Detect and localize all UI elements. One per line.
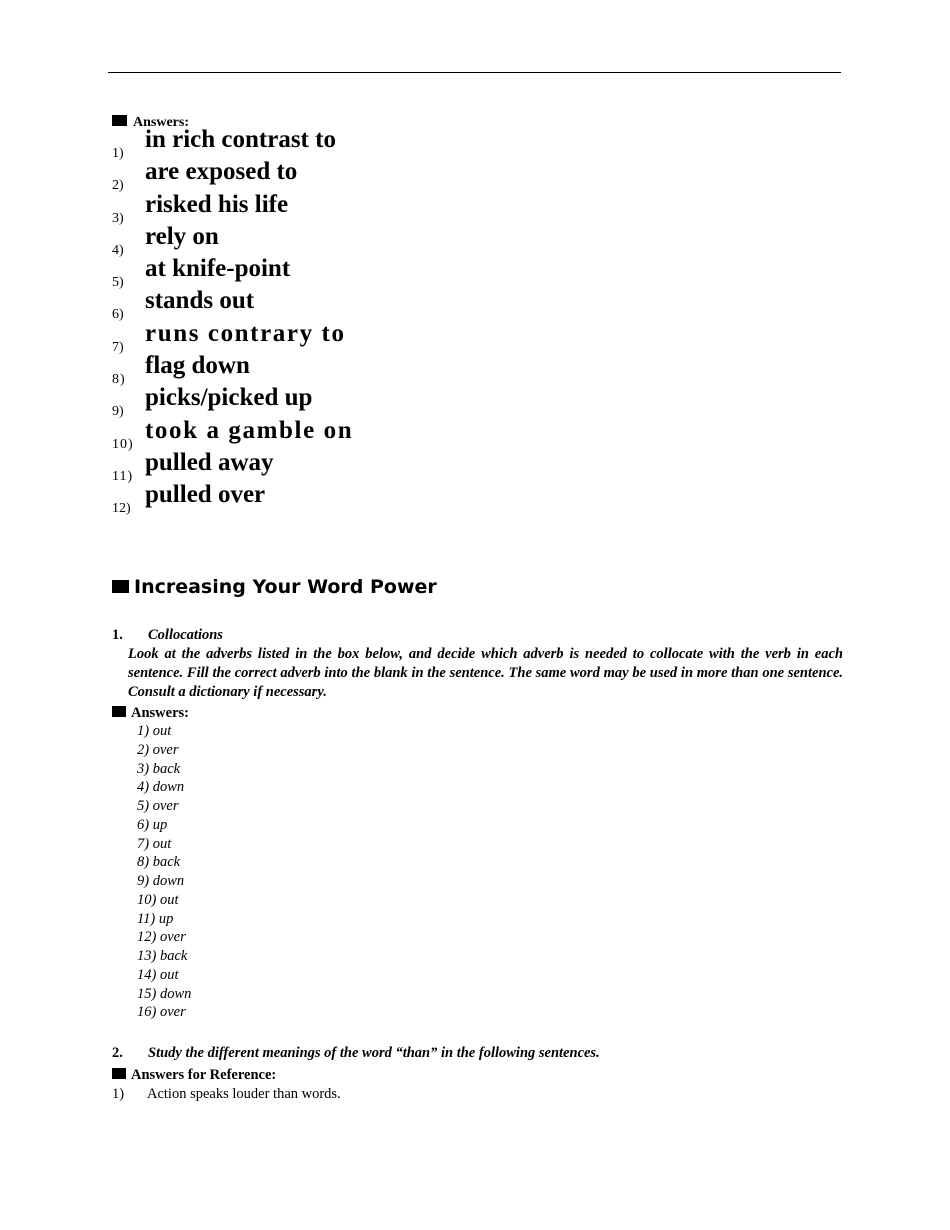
list-item: 3) back <box>137 760 181 777</box>
list-item: 16) over <box>137 1004 186 1021</box>
answer-text: risked his life <box>145 190 289 218</box>
answer-text: flag down <box>145 352 250 380</box>
list-item: 4) down <box>137 779 185 796</box>
section-title: Increasing Your Word Power <box>112 574 437 600</box>
answer-text: in rich contrast to <box>145 126 336 153</box>
list-item: 5) over <box>137 798 179 814</box>
square-bullet-icon <box>112 115 127 126</box>
answer-number: 4) <box>112 242 124 258</box>
exercise-1-answers-heading: Answers: <box>112 704 189 722</box>
answers-heading: Answers: <box>112 115 189 131</box>
square-bullet-icon <box>112 1068 126 1079</box>
list-item: 14) out <box>137 966 179 983</box>
square-bullet-icon <box>112 706 126 717</box>
list-item: 15) down <box>137 985 192 1002</box>
answer-text: pulled over <box>145 481 266 509</box>
list-item: 11) up <box>137 910 174 927</box>
reference-item: 1) Action speaks louder than words. <box>112 1086 341 1102</box>
answer-number: 11) <box>112 468 134 484</box>
exercise-1-heading: 1. Collocations <box>112 627 223 643</box>
answer-number: 2) <box>112 178 124 194</box>
answer-number: 12) <box>112 501 131 517</box>
answer-text: took a gamble on <box>145 416 354 444</box>
list-item: 2) over <box>137 741 179 758</box>
exercise-1-instruction: Look at the adverbs listed in the box below, and decide which adverb is needed to collocate with the verb in each sentence. Fill the correct adverb into the blank in the sentence. The same word may be used in more than one sentence. Consult a dictionary if necessary. <box>128 646 843 700</box>
answer-text: at knife-point <box>145 255 291 283</box>
list-item: 8) back <box>137 854 181 871</box>
answer-number: 7) <box>112 339 124 355</box>
list-item: 10) out <box>137 891 179 908</box>
answer-number: 3) <box>112 210 124 226</box>
collocation-answers-list <box>137 722 191 1022</box>
square-bullet-icon <box>112 580 129 593</box>
answer-number: 5) <box>112 275 124 291</box>
answer-text: pulled away <box>145 448 274 476</box>
answer-text: picks/picked up <box>145 384 313 412</box>
header-rule <box>108 72 841 73</box>
answer-number: 8) <box>112 372 126 388</box>
exercise-2-heading: 2. Study the different meanings of the word “than” in the following sentences. <box>112 1045 600 1061</box>
answer-number: 9) <box>112 404 124 420</box>
list-item: 12) over <box>137 929 186 946</box>
answer-text: stands out <box>145 287 255 315</box>
list-item: 1) out <box>137 723 172 739</box>
answer-text: runs contrary to <box>145 319 346 347</box>
exercise-2-reference-heading: Answers for Reference: <box>112 1066 276 1084</box>
list-item: 9) down <box>137 873 185 889</box>
answer-text: are exposed to <box>145 158 298 186</box>
answer-number: 1) <box>112 146 124 161</box>
list-item: 13) back <box>137 948 188 964</box>
list-item: 6) up <box>137 816 168 833</box>
answer-number: 10) <box>112 436 134 452</box>
list-item: 7) out <box>137 835 172 852</box>
answer-number: 6) <box>112 307 124 323</box>
answer-text: rely on <box>145 222 219 250</box>
